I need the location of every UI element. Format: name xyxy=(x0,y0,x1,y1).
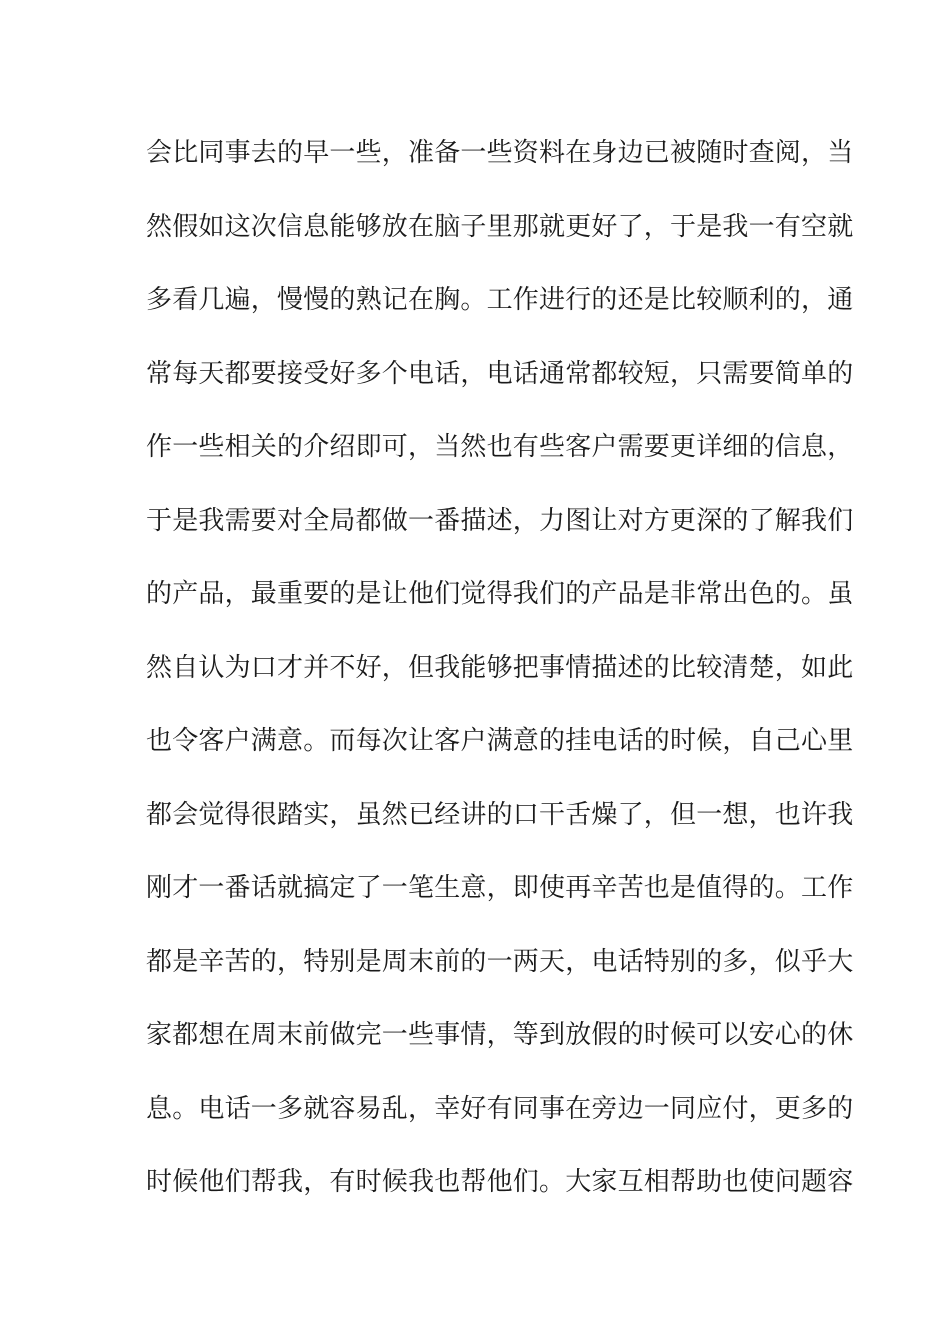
text-line: 然假如这次信息能够放在脑子里那就更好了，于是我一有空就 xyxy=(146,211,854,242)
text-line: 于是我需要对全局都做一番描述，力图让对方更深的了解我们 xyxy=(146,505,854,536)
text-line: 常每天都要接受好多个电话，电话通常都较短，只需要简单的 xyxy=(146,358,854,389)
text-line: 的产品，最重要的是让他们觉得我们的产品是非常出色的。虽 xyxy=(146,579,854,609)
text-line: 多看几遍，慢慢的熟记在胸。工作进行的还是比较顺利的，通 xyxy=(146,285,854,315)
text-line: 都是辛苦的，特别是周末前的一两天，电话特别的多，似乎大 xyxy=(146,946,854,977)
text-line: 作一些相关的介绍即可，当然也有些客户需要更详细的信息， xyxy=(146,432,854,462)
body-text xyxy=(146,131,854,1234)
text-line: 然自认为口才并不好，但我能够把事情描述的比较清楚，如此 xyxy=(146,652,854,683)
text-line: 家都想在周末前做完一些事情，等到放假的时候可以安心的休 xyxy=(146,1020,854,1050)
text-line: 息。电话一多就容易乱，幸好有同事在旁边一同应付，更多的 xyxy=(146,1093,854,1124)
text-line: 也令客户满意。而每次让客户满意的挂电话的时候，自己心里 xyxy=(146,726,854,756)
text-line: 都会觉得很踏实，虽然已经讲的口干舌燥了，但一想，也许我 xyxy=(146,799,854,830)
text-line: 时候他们帮我，有时候我也帮他们。大家互相帮助也使问题容 xyxy=(146,1167,854,1197)
text-line: 会比同事去的早一些，准备一些资料在身边已被随时查阅，当 xyxy=(146,138,854,168)
text-line: 刚才一番话就搞定了一笔生意，即使再辛苦也是值得的。工作 xyxy=(146,873,854,903)
